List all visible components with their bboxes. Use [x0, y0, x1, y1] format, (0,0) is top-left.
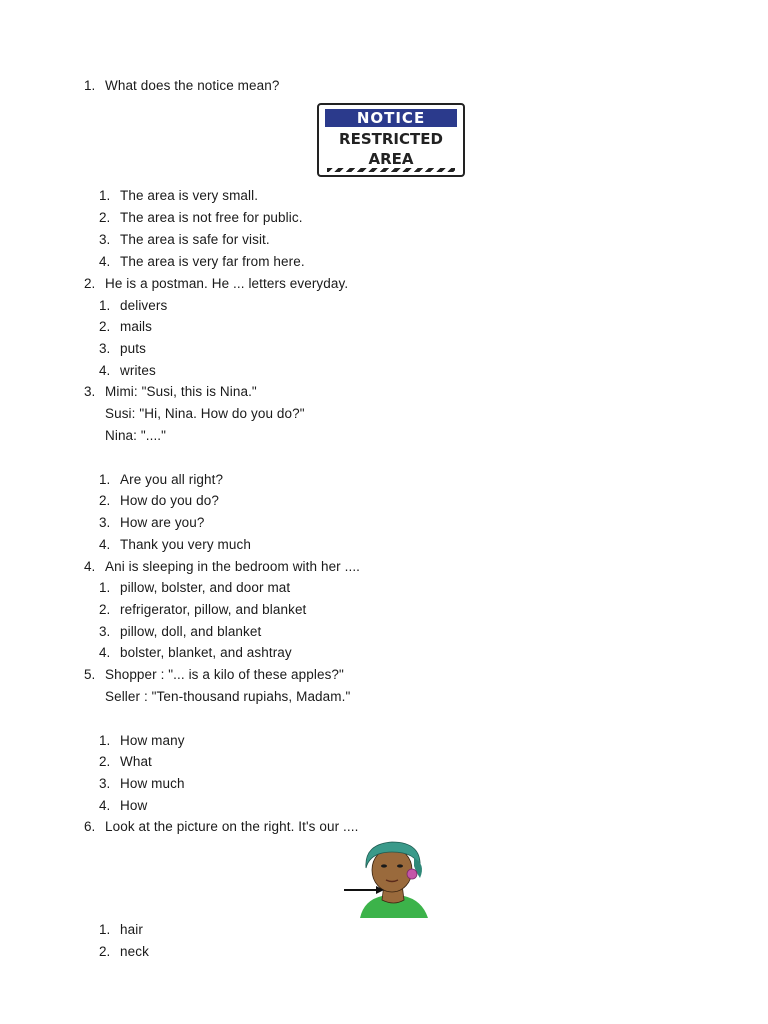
option-text: How [120, 798, 148, 813]
option-number: 2. [99, 602, 111, 617]
option-text: bolster, blanket, and ashtray [120, 645, 292, 660]
notice-sign-stripes [327, 168, 455, 172]
option-text: The area is very far from here. [120, 254, 305, 269]
option-number: 1. [99, 472, 111, 487]
option-text: How many [120, 733, 185, 748]
option-number: 2. [99, 210, 111, 225]
question-prompt: Look at the picture on the right. It's our .... [105, 819, 359, 834]
notice-sign-line2: AREA [368, 150, 414, 168]
option-number: 4. [99, 363, 111, 378]
question-number: 6. [84, 819, 96, 834]
option-text: Thank you very much [120, 537, 251, 552]
option-number: 2. [99, 493, 111, 508]
option-number: 3. [99, 776, 111, 791]
option-number: 2. [99, 754, 111, 769]
option-text: hair [120, 922, 143, 937]
earring-shape [407, 869, 417, 879]
woman-face-picture [342, 838, 442, 918]
question-prompt: He is a postman. He ... letters everyday. [105, 276, 349, 291]
option-text: pillow, doll, and blanket [120, 624, 262, 639]
option-number: 1. [99, 733, 111, 748]
question-prompt: Ani is sleeping in the bedroom with her .... [105, 559, 361, 574]
question-number: 4. [84, 559, 96, 574]
option-text: The area is very small. [120, 188, 259, 203]
option-text: mails [120, 319, 153, 334]
option-text: refrigerator, pillow, and blanket [120, 602, 307, 617]
option-text: What [120, 754, 152, 769]
dialogue-line: Seller : "Ten-thousand rupiahs, Madam." [105, 689, 351, 704]
option-number: 3. [99, 341, 111, 356]
option-text: delivers [120, 298, 168, 313]
option-number: 1. [99, 922, 111, 937]
option-number: 4. [99, 537, 111, 552]
option-number: 3. [99, 624, 111, 639]
left-eye [381, 864, 387, 867]
option-text: How much [120, 776, 185, 791]
option-number: 3. [99, 515, 111, 530]
option-number: 4. [99, 254, 111, 269]
option-number: 4. [99, 645, 111, 660]
option-text: The area is safe for visit. [120, 232, 270, 247]
notice-sign-header: NOTICE [325, 109, 457, 127]
option-number: 2. [99, 944, 111, 959]
option-text: The area is not free for public. [120, 210, 303, 225]
question-number: 5. [84, 667, 96, 682]
notice-sign-image [317, 103, 465, 177]
option-number: 1. [99, 188, 111, 203]
question-number: 3. [84, 384, 96, 399]
option-number: 1. [99, 580, 111, 595]
option-number: 3. [99, 232, 111, 247]
question-prompt: Mimi: "Susi, this is Nina." [105, 384, 257, 399]
notice-sign-line1: RESTRICTED [339, 130, 443, 148]
option-text: neck [120, 944, 149, 959]
option-text: pillow, bolster, and door mat [120, 580, 291, 595]
right-eye [397, 864, 403, 867]
question-number: 1. [84, 78, 96, 93]
dialogue-line: Nina: "...." [105, 428, 167, 443]
option-text: How are you? [120, 515, 205, 530]
question-number: 2. [84, 276, 96, 291]
option-text: How do you do? [120, 493, 219, 508]
option-number: 1. [99, 298, 111, 313]
option-number: 4. [99, 798, 111, 813]
question-prompt: Shopper : "... is a kilo of these apples?" [105, 667, 344, 682]
dialogue-line: Susi: "Hi, Nina. How do you do?" [105, 406, 305, 421]
option-number: 2. [99, 319, 111, 334]
option-text: writes [120, 363, 156, 378]
question-prompt: What does the notice mean? [105, 78, 280, 93]
option-text: puts [120, 341, 146, 356]
option-text: Are you all right? [120, 472, 224, 487]
